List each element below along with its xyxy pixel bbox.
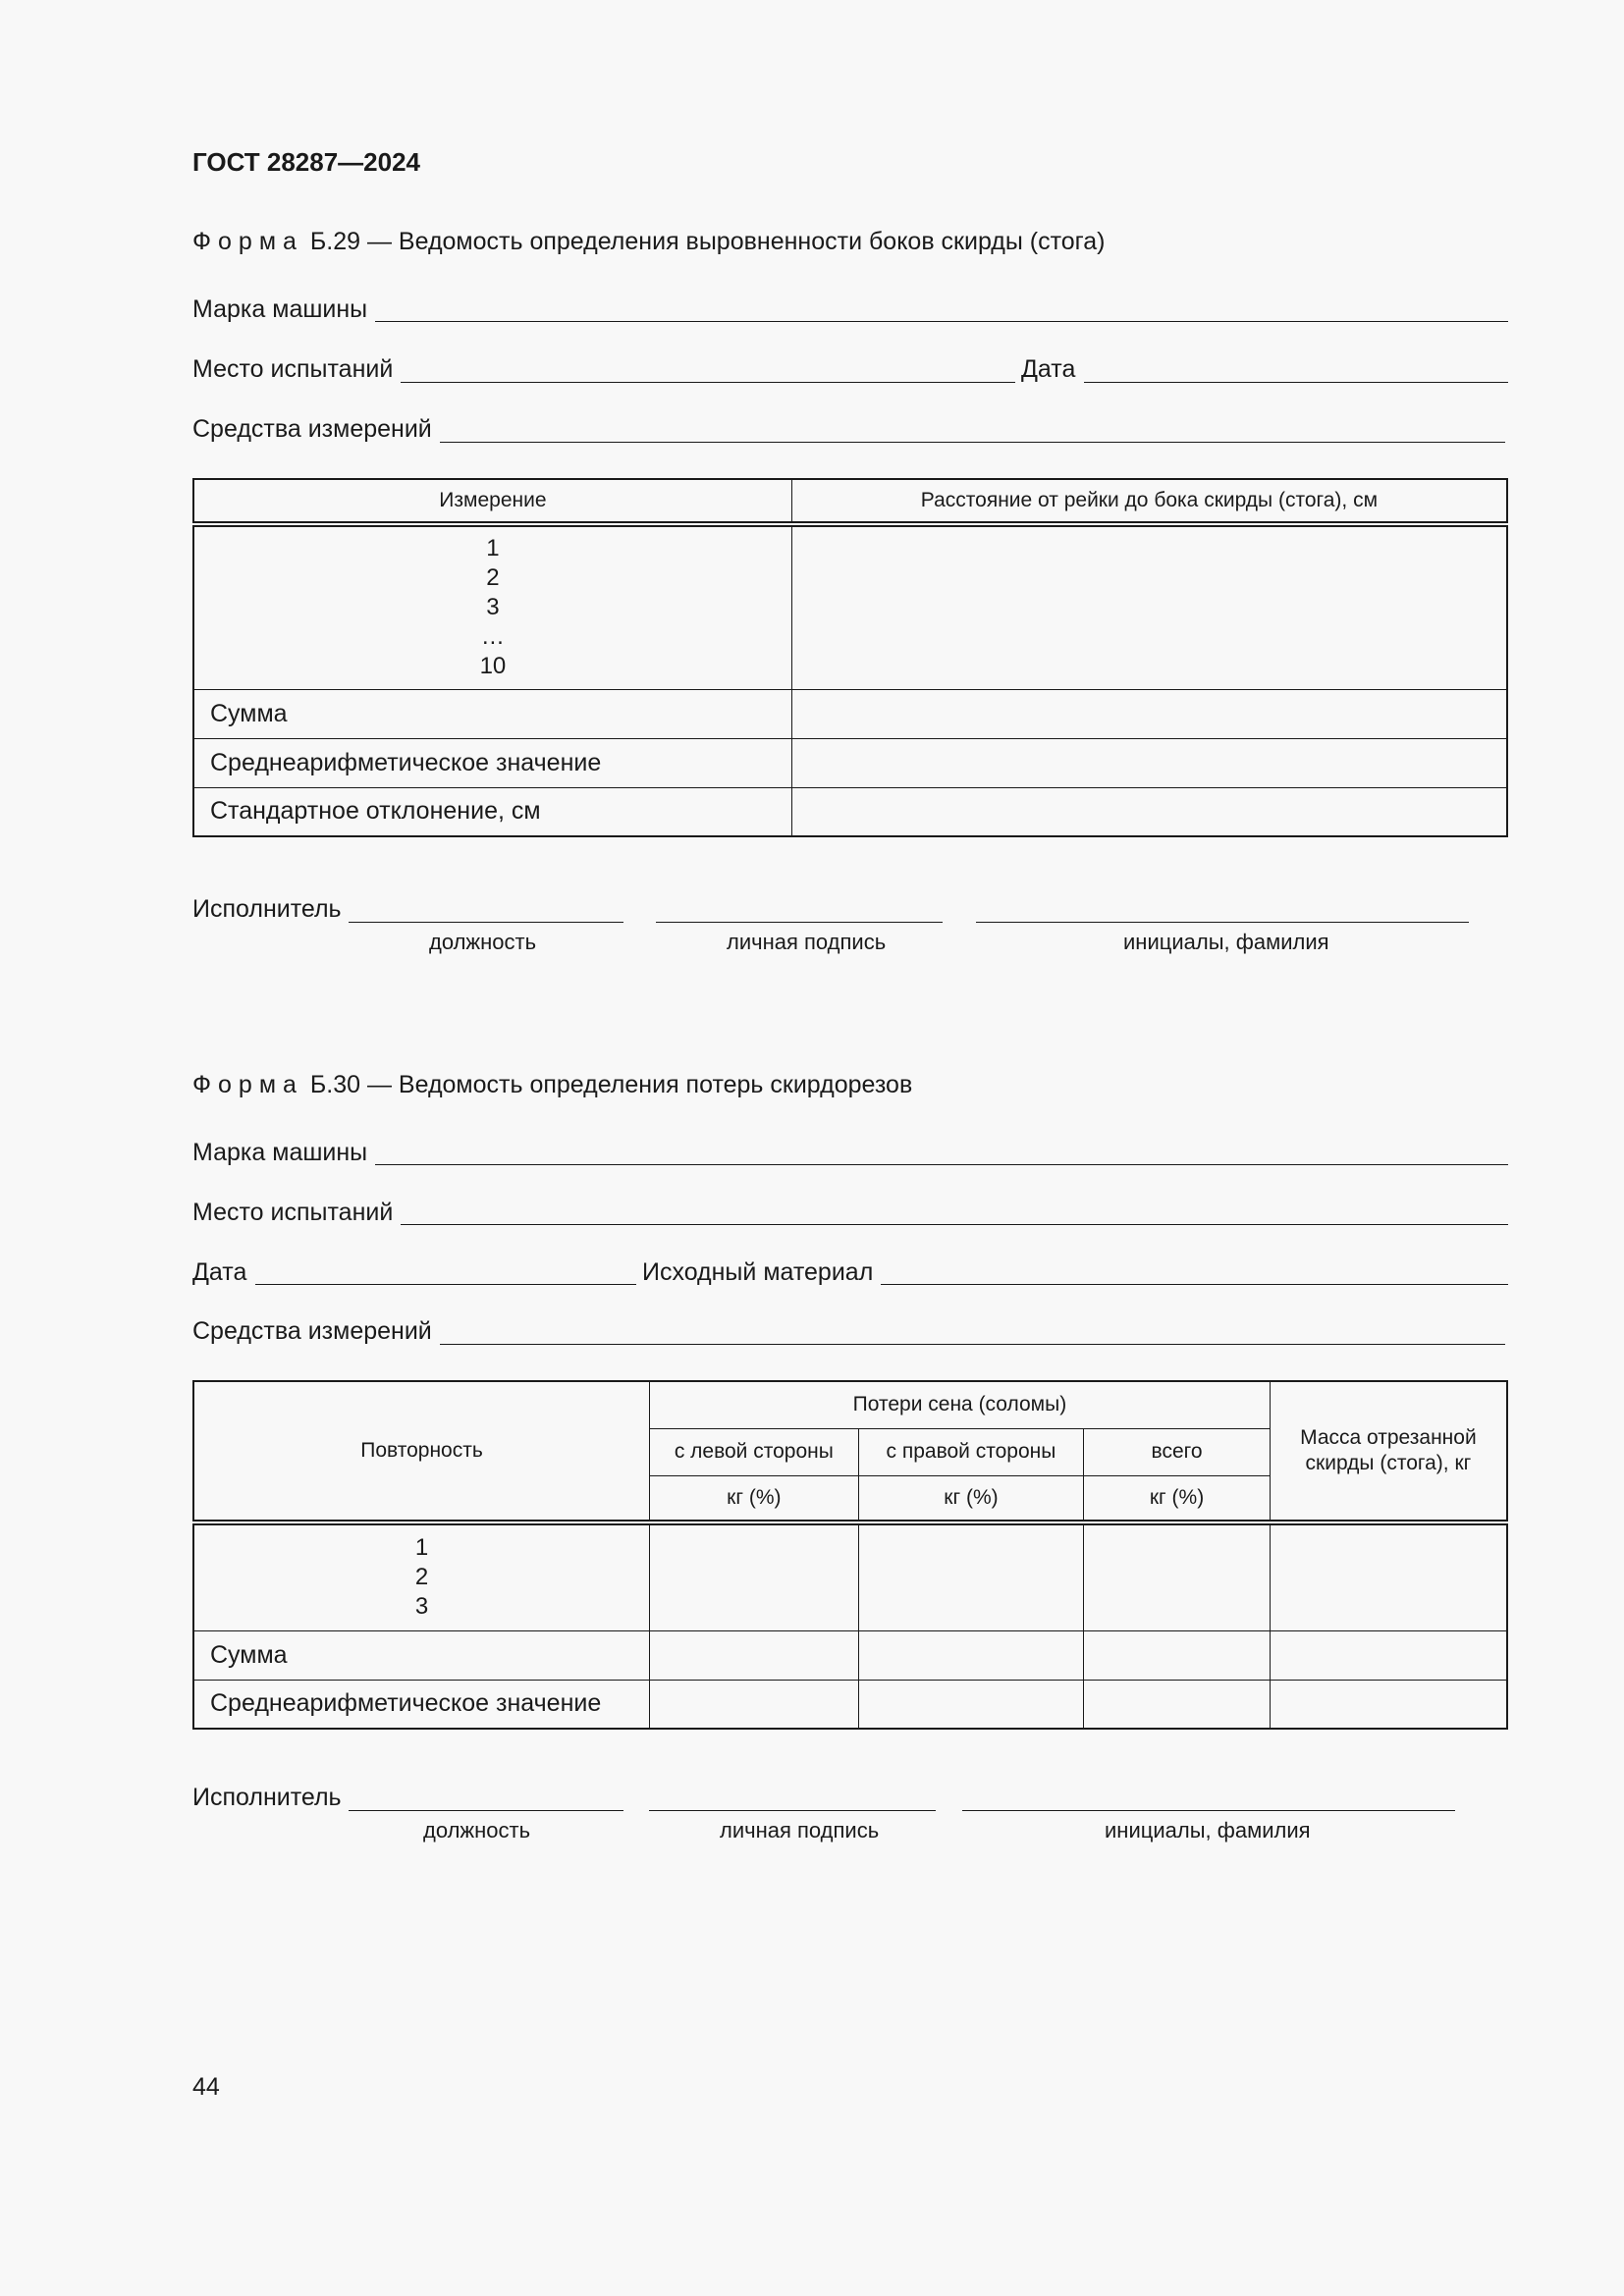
instruments-field[interactable] bbox=[440, 442, 1505, 443]
col-header-total: всего bbox=[1084, 1428, 1271, 1475]
mean-mass-cell[interactable] bbox=[1270, 1680, 1507, 1729]
name-field[interactable] bbox=[962, 1810, 1455, 1811]
unit-left: кг (%) bbox=[650, 1475, 859, 1522]
material-label: Исходный материал bbox=[642, 1258, 874, 1286]
row-number: 2 bbox=[486, 564, 500, 592]
unit-total: кг (%) bbox=[1084, 1475, 1271, 1522]
col-header-left: с левой стороны bbox=[650, 1428, 859, 1475]
date-label: Дата bbox=[1021, 355, 1076, 383]
col-header-losses: Потери сена (соломы) bbox=[650, 1381, 1271, 1428]
mean-left-cell[interactable] bbox=[650, 1680, 859, 1729]
sum-left-cell[interactable] bbox=[650, 1630, 859, 1680]
sum-cell[interactable] bbox=[791, 689, 1507, 738]
machine-label: Марка машины bbox=[192, 1139, 368, 1166]
col-header-right: с правой стороны bbox=[858, 1428, 1084, 1475]
form-b29-title-text: Б.29 — Ведомость определения выровненности боков скирды (стога) bbox=[309, 228, 1106, 255]
row-number: 10 bbox=[479, 653, 507, 680]
position-caption: должность bbox=[423, 1818, 531, 1842]
measurement-table bbox=[192, 478, 1508, 837]
measurement-numbers bbox=[193, 524, 791, 689]
mean-label: Среднеарифметическое значение bbox=[193, 738, 791, 787]
mean-label: Среднеарифметическое значение bbox=[193, 1680, 650, 1729]
mean-cell[interactable] bbox=[791, 738, 1507, 787]
position-field[interactable] bbox=[349, 1810, 623, 1811]
name-field[interactable] bbox=[976, 922, 1469, 923]
row-ellipsis: … bbox=[480, 623, 505, 651]
distance-cell[interactable] bbox=[791, 524, 1507, 689]
executor-label: Исполнитель bbox=[192, 895, 342, 923]
material-field[interactable] bbox=[881, 1284, 1508, 1285]
signature-caption: личная подпись bbox=[727, 930, 887, 954]
place-field[interactable] bbox=[401, 382, 1015, 383]
col-header-mass: Масса отрезанной скирды (стога), кг bbox=[1270, 1381, 1507, 1522]
form-b29-title bbox=[192, 228, 1105, 256]
sum-mass-cell[interactable] bbox=[1270, 1630, 1507, 1680]
instruments-label: Средства измерений bbox=[192, 415, 432, 443]
signature-field[interactable] bbox=[656, 922, 943, 923]
mean-right-cell[interactable] bbox=[858, 1680, 1084, 1729]
std-label: Стандартное отклонение, см bbox=[193, 787, 791, 836]
date-field[interactable] bbox=[1084, 382, 1508, 383]
place-label: Место испытаний bbox=[192, 355, 394, 383]
sum-right-cell[interactable] bbox=[858, 1630, 1084, 1680]
row-number: 1 bbox=[486, 535, 500, 562]
unit-right: кг (%) bbox=[858, 1475, 1084, 1522]
form-b30-title bbox=[192, 1071, 912, 1099]
position-field[interactable] bbox=[349, 922, 623, 923]
machine-label: Марка машины bbox=[192, 295, 368, 323]
machine-field[interactable] bbox=[375, 1164, 1508, 1165]
name-caption: инициалы, фамилия bbox=[1123, 930, 1329, 954]
sum-label: Сумма bbox=[193, 1630, 650, 1680]
col-header-distance: Расстояние от рейки до бока скирды (стога), см bbox=[791, 479, 1507, 524]
mass-cell[interactable] bbox=[1270, 1522, 1507, 1630]
row-number: 3 bbox=[486, 594, 500, 621]
executor-label: Исполнитель bbox=[192, 1784, 342, 1811]
row-number: 2 bbox=[414, 1564, 429, 1591]
machine-field[interactable] bbox=[375, 321, 1508, 322]
col-header-measurement: Измерение bbox=[193, 479, 791, 524]
page-number: 44 bbox=[192, 2073, 220, 2101]
name-caption: инициалы, фамилия bbox=[1105, 1818, 1311, 1842]
date-label: Дата bbox=[192, 1258, 247, 1286]
left-cell[interactable] bbox=[650, 1522, 859, 1630]
right-cell[interactable] bbox=[858, 1522, 1084, 1630]
instruments-label: Средства измерений bbox=[192, 1317, 432, 1345]
position-caption: должность bbox=[429, 930, 537, 954]
total-cell[interactable] bbox=[1084, 1522, 1271, 1630]
form-word: Форма bbox=[192, 228, 303, 255]
form-b30-title-text: Б.30 — Ведомость определения потерь скирдорезов bbox=[309, 1071, 913, 1098]
sum-label: Сумма bbox=[193, 689, 791, 738]
repetition-numbers bbox=[193, 1522, 650, 1630]
signature-caption: личная подпись bbox=[720, 1818, 880, 1842]
sum-total-cell[interactable] bbox=[1084, 1630, 1271, 1680]
signature-field[interactable] bbox=[649, 1810, 936, 1811]
place-field[interactable] bbox=[401, 1224, 1508, 1225]
std-cell[interactable] bbox=[791, 787, 1507, 836]
losses-table bbox=[192, 1380, 1508, 1730]
mean-total-cell[interactable] bbox=[1084, 1680, 1271, 1729]
place-label: Место испытаний bbox=[192, 1199, 394, 1226]
date-field[interactable] bbox=[255, 1284, 636, 1285]
form-word: Форма bbox=[192, 1071, 303, 1098]
row-number: 1 bbox=[414, 1534, 429, 1562]
row-number: 3 bbox=[414, 1593, 429, 1621]
instruments-field[interactable] bbox=[440, 1344, 1505, 1345]
document-header: ГОСТ 28287—2024 bbox=[192, 147, 420, 177]
col-header-repetition: Повторность bbox=[193, 1381, 650, 1522]
